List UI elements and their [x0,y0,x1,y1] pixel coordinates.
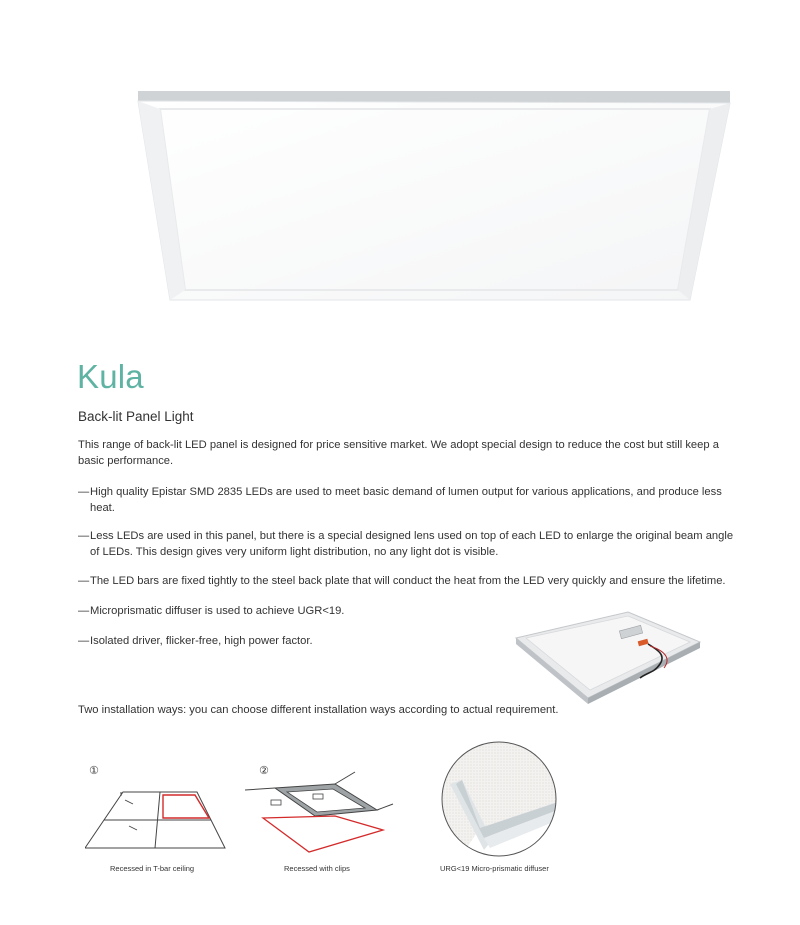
bullet-marker: — [78,486,90,498]
feature-item [78,529,740,560]
intro-paragraph: This range of back-lit LED panel is designed for price sensitive market. We adopt special design to reduce the cost but still keep a basic performance. [78,439,719,467]
installation-text: Two installation ways: you can choose different installation ways according to actual requirement. [78,704,559,716]
feature-item [78,574,740,590]
tbar-ceiling-diagram [85,760,230,855]
diffuser-closeup [440,740,558,858]
clips-caption: Recessed with clips [284,864,350,873]
tbar-caption: Recessed in T-bar ceiling [110,864,195,873]
option-number-2: ② [259,764,269,777]
bullet-marker: — [78,530,90,542]
panel-light-image [130,85,740,310]
feature-text: The LED bars are fixed tightly to the steel back plate that will conduct the heat from the LED very quickly and ensure the lifetime. [90,575,726,587]
feature-text: Isolated driver, flicker-free, high power factor. [90,635,313,647]
product-subtitle: Back-lit Panel Light [78,409,194,424]
bullet-marker: — [78,605,90,617]
feature-text: Microprismatic diffuser is used to achieve UGR<19. [90,605,345,617]
feature-text: Less LEDs are used in this panel, but there is a special designed lens used on top of each LED to enlarge the original beam angle of LEDs. This design gives very uniform light distribution, no any light dot is visible. [90,530,734,558]
option-number-1: ① [89,764,99,777]
bullet-marker: — [78,635,90,647]
feature-item [78,485,740,516]
diffuser-caption: URG<19 Micro-prismatic diffuser [440,864,549,873]
product-title: Kula [77,358,144,395]
clips-diagram [235,760,395,855]
panel-back-image [508,600,708,710]
feature-text: High quality Epistar SMD 2835 LEDs are used to meet basic demand of lumen output for various applications, and produce less heat. [90,486,722,514]
bullet-marker: — [78,575,90,587]
